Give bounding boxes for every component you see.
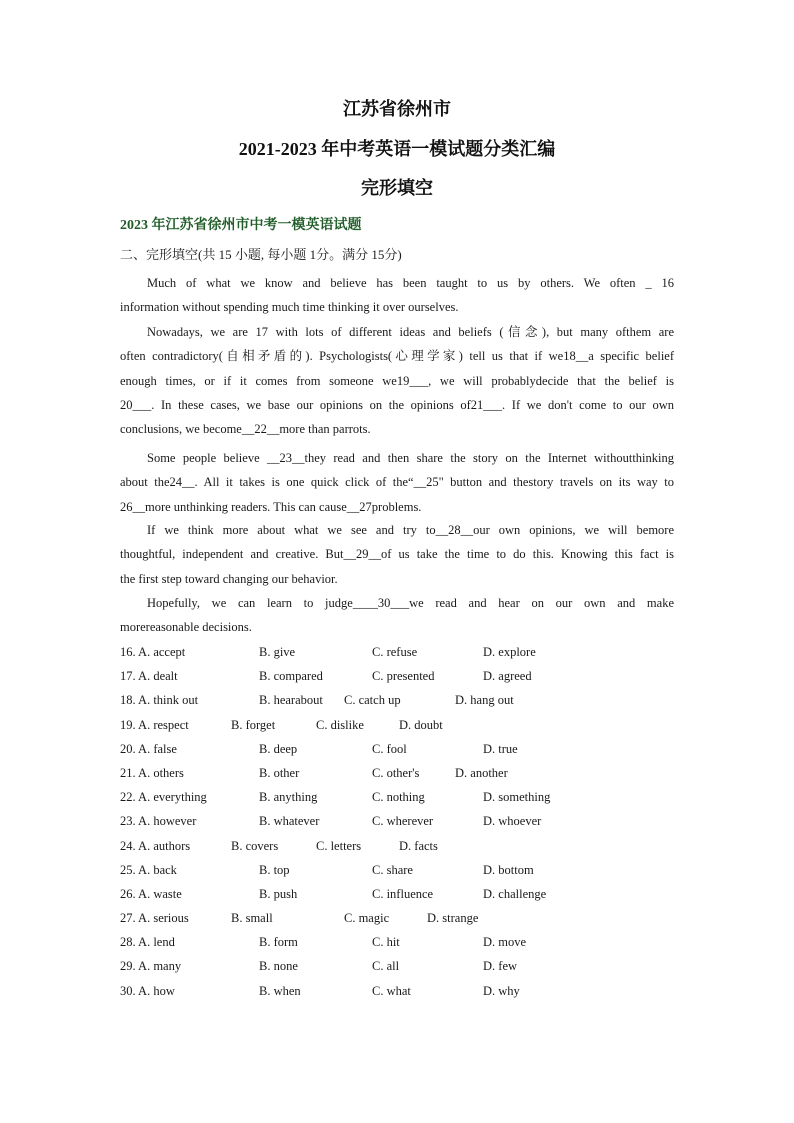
section-title: 2023 年江苏省徐州市中考一模英语试题 [120, 218, 362, 233]
option-c: C. presented [372, 669, 435, 684]
passage-line: 26__more unthinking readers. This can cause__27problems. [120, 499, 422, 514]
passage-line: about the24__. All it takes is one quick click of the“__25" button and thestory travels on its way to [120, 475, 674, 490]
option-c: C. hit [372, 935, 400, 950]
option-c: C. dislike [316, 717, 364, 732]
option-a: 20. A. false [120, 741, 177, 756]
option-b: B. covers [231, 838, 279, 853]
option-d: D. whoever [483, 814, 542, 829]
passage-line: morereasonable decisions. [120, 620, 252, 635]
option-c: C. share [372, 862, 413, 877]
option-a: 17. A. dealt [120, 669, 178, 684]
passage-paragraph-1 [120, 271, 674, 320]
option-c: C. wherever [372, 814, 434, 829]
option-a: 19. A. respect [120, 717, 189, 732]
option-a: 16. A. accept [120, 645, 186, 659]
option-a: 30. A. how [120, 983, 175, 998]
option-b: B. hearabout [259, 693, 323, 708]
option-d: D. strange [427, 911, 479, 926]
option-b: B. when [259, 983, 301, 998]
option-a: 22. A. everything [120, 790, 207, 805]
option-c: C. nothing [372, 790, 425, 805]
option-a: 26. A. waste [120, 886, 182, 901]
option-d: D. bottom [483, 862, 534, 877]
option-d: D. hang out [455, 693, 514, 708]
option-a: 28. A. lend [120, 935, 175, 950]
passage-line: conclusions, we become__22__more than parrots. [120, 422, 371, 437]
option-c: C. letters [316, 838, 362, 853]
option-b: B. top [259, 862, 290, 877]
option-c: C. what [372, 983, 411, 998]
passage-line: If we think more about what we see and try to__28__our own opinions, we will bemore [147, 523, 674, 537]
passage-paragraph-3 [120, 446, 674, 519]
passage-line: the first step toward changing our behavior. [120, 571, 338, 586]
option-c: C. catch up [344, 693, 401, 708]
option-c: C. fool [372, 741, 407, 756]
passage-line: often contradictory(自相矛盾的). Psychologists(心理学家) tell us that if we18__a specific belief [120, 349, 674, 364]
option-a: 24. A. authors [120, 838, 191, 853]
option-b: B. forget [231, 717, 276, 732]
option-c: C. influence [372, 886, 434, 901]
option-a: 21. A. others [120, 765, 184, 780]
option-b: B. push [259, 886, 298, 901]
option-a: 23. A. however [120, 814, 197, 829]
option-a: 25. A. back [120, 862, 177, 877]
option-d: D. agreed [483, 669, 532, 684]
option-b: B. none [259, 959, 298, 974]
option-b: B. deep [259, 741, 298, 756]
option-b: B. other [259, 765, 300, 780]
passage-line: enough times, or if it comes from someone we19___, we will probablydecide that the belief is [120, 373, 674, 388]
option-d: D. something [483, 790, 551, 805]
doc-title-collection: 2021-2023 年中考英语一模试题分类汇编 [238, 139, 556, 159]
passage-line: Some people believe __23__they read and then share the story on the Internet withoutthinking [147, 451, 674, 465]
passage-line: information without spending much time thinking it over ourselves. [120, 300, 459, 315]
option-d: D. few [483, 959, 518, 974]
option-d: D. why [483, 983, 520, 998]
passage-paragraph-5 [120, 591, 674, 640]
passage-line: Hopefully, we can learn to judge____30___we read and hear on our own and make [147, 596, 674, 610]
passage-paragraph-2 [120, 320, 674, 441]
option-c: C. other's [372, 765, 420, 780]
option-c: C. refuse [372, 645, 418, 659]
passage-line: Nowadays, we are 17 with lots of different ideas and beliefs (信念), but many ofthem are [147, 325, 674, 339]
instruction-text: 二、完形填空(共 15 小题, 每小题 1分。满分 15分) [120, 247, 402, 262]
option-d: D. true [483, 741, 518, 756]
option-a: 27. A. serious [120, 911, 189, 926]
passage-line: 20___. In these cases, we base our opinions on the opinions of21___. If we don't come to our own [120, 397, 674, 412]
option-b: B. whatever [259, 814, 320, 829]
passage-line: Much of what we know and believe has been taught to us by others. We often _ 16 [147, 276, 674, 290]
option-d: D. challenge [483, 886, 547, 901]
passage-paragraph-4 [120, 518, 674, 591]
option-d: D. move [483, 935, 527, 950]
option-b: B. compared [259, 669, 323, 684]
doc-title-city: 江苏省徐州市 [343, 99, 451, 119]
option-b: B. give [259, 645, 296, 659]
option-d: D. another [455, 765, 508, 780]
option-c: C. magic [344, 911, 390, 926]
option-a: 29. A. many [120, 959, 182, 974]
option-a: 18. A. think out [120, 693, 199, 708]
doc-title-topic: 完形填空 [361, 178, 433, 198]
option-b: B. form [259, 935, 298, 950]
option-b: B. small [231, 911, 273, 926]
option-d: D. explore [483, 645, 536, 659]
option-c: C. all [372, 959, 400, 974]
option-b: B. anything [259, 790, 318, 805]
passage-line: thoughtful, independent and creative. But__29__of us take the time to do this. Knowing this fact is [120, 547, 674, 562]
option-d: D. facts [399, 838, 438, 853]
option-d: D. doubt [399, 717, 443, 732]
